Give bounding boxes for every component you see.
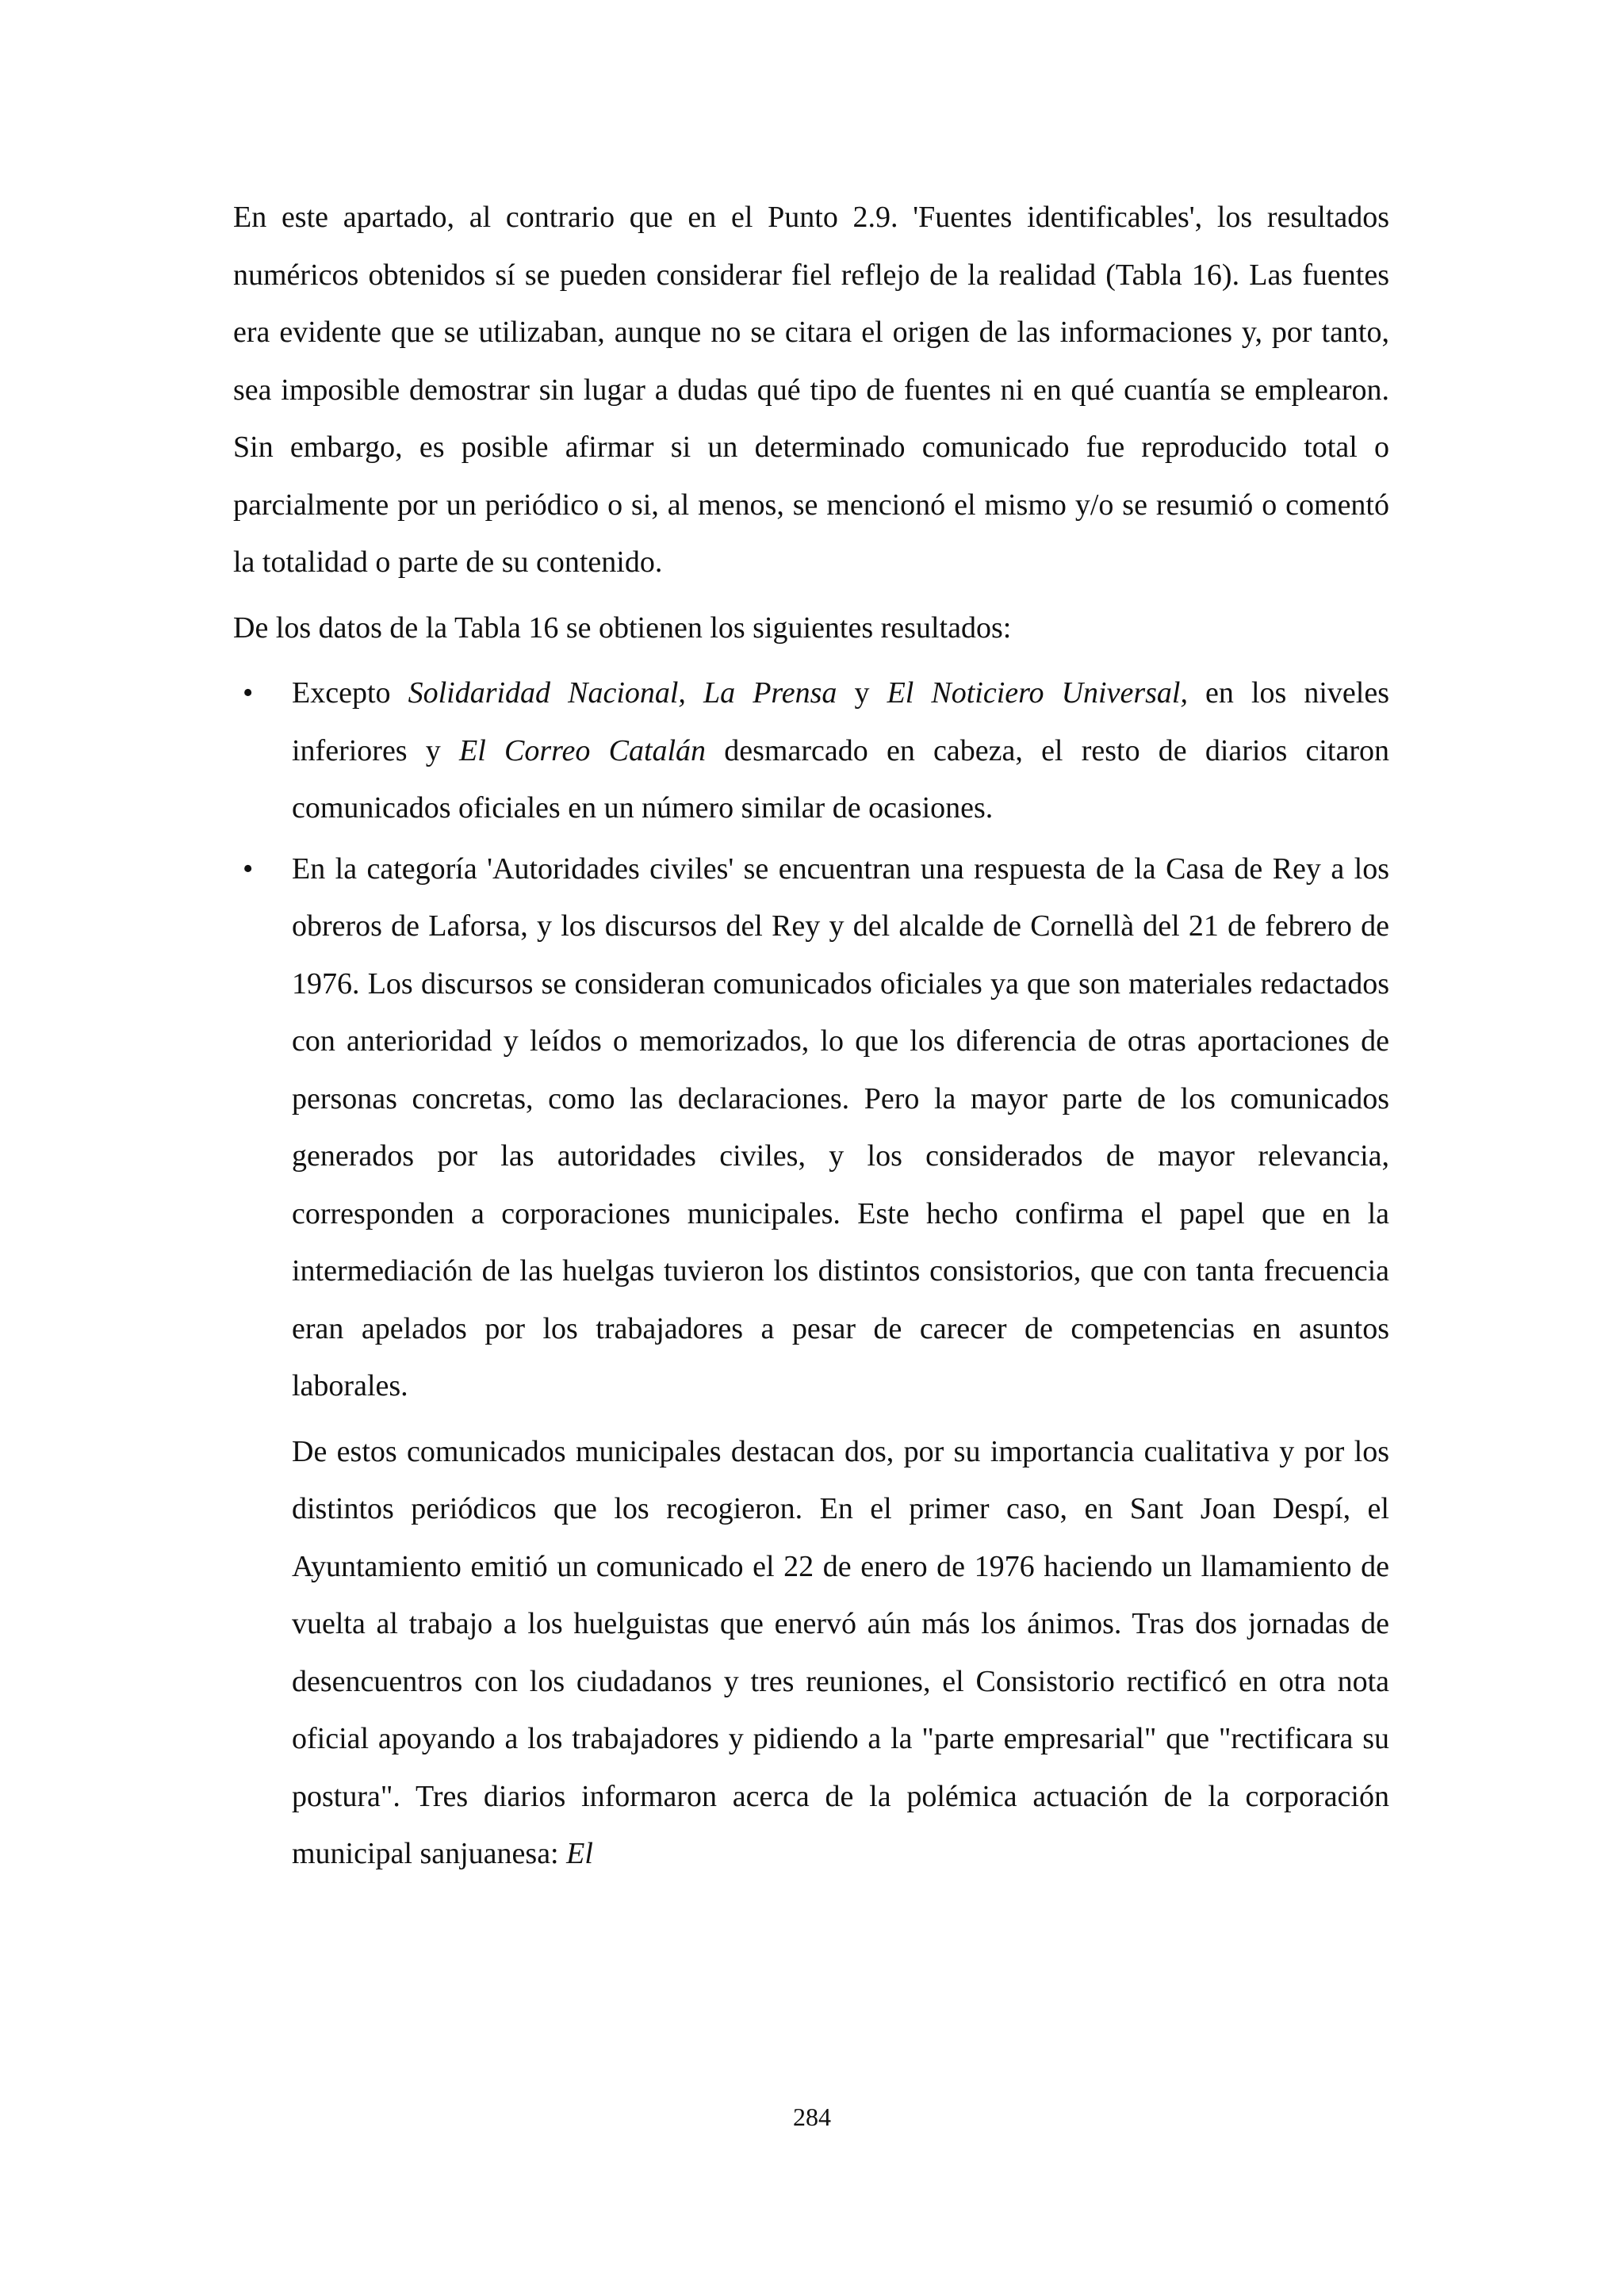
newspaper-name: Solidaridad Nacional, La Prensa [408,676,837,710]
results-list [233,664,1389,1415]
paragraph-intro: En este apartado, al contrario que en el Punto 2.9. 'Fuentes identificables', los resultados numéricos obtenidos sí se pueden considerar fiel reflejo de la realidad (Tabla 16). Las fuentes era evidente que se utilizaban, aunque no se citara el origen de las informaciones y, por tanto, sea imposible demostrar sin lugar a dudas qué tipo de fuentes ni en qué cuantía se emplearon. Sin embargo, es posible afirmar si un determinado comunicado fue reproducido total o parcialmente por un periódico o si, al menos, se mencionó el mismo y/o se resumió o comentó la totalidad o parte de su contenido. [233,201,1389,579]
text-run: Excepto [292,676,408,710]
newspaper-name: El Noticiero Universal, [887,676,1188,710]
bullet-icon: • [243,676,254,710]
page-number: 284 [793,2103,831,2131]
list-item [233,664,1389,837]
text-run: En la categoría 'Autoridades civiles' se encuentran una respuesta de la Casa de Rey a los obreros de Laforsa, y los discursos del Rey y del alcalde de Cornellà del 21 de febrero de 1976. Los discursos se consideran comunicados oficiales ya que son materiales redactados con anterioridad y leídos o memorizados, lo que los diferencia de otras aportaciones de personas concretas, como las declaraciones. Pero la mayor parte de los comunicados generados por las autoridades civiles, y los considerados de mayor relevancia, corresponden a corporaciones municipales. Este hecho confirma el papel que en la intermediación de las huelgas tuvieron los distintos consistorios, que con tanta frecuencia eran apelados por los trabajadores a pesar de carecer de competencias en asuntos laborales. [292,851,1389,1402]
newspaper-name: El Correo Catalán [459,733,707,767]
body-text [233,189,1389,1883]
text-run: y [837,676,887,710]
list-item [233,840,1389,1415]
paragraph-results-lead: De los datos de la Tabla 16 se obtienen los siguientes resultados: [233,610,1012,645]
bullet-icon: • [243,851,254,886]
text-run: De estos comunicados municipales destacan dos, por su importancia cualitativa y por los distintos periódicos que los recogieron. En el primer caso, en Sant Joan Despí, el Ayuntamiento emitió un comunicado el 22 de enero de 1976 haciendo un llamamiento de vuelta al trabajo a los huelguistas que enervó aún más los ánimos. Tras dos jornadas de desencuentros con los ciudadanos y tres reuniones, el Consistorio rectificó en otra nota oficial apoyando a los trabajadores y pidiendo a la "parte empresarial" que "rectificara su postura". Tres diarios informaron acerca de la polémica actuación de la corporación municipal sanjuanesa: [292,1434,1389,1870]
text-run: desmarcado en cabeza, el resto de diarios citaron comunicados oficiales en un número similar de ocasiones. [292,733,1389,825]
newspaper-name: El [566,1837,593,1870]
text-run: en los niveles inferiores y [292,676,1389,767]
paragraph-municipal-communiques [292,1423,1389,1883]
